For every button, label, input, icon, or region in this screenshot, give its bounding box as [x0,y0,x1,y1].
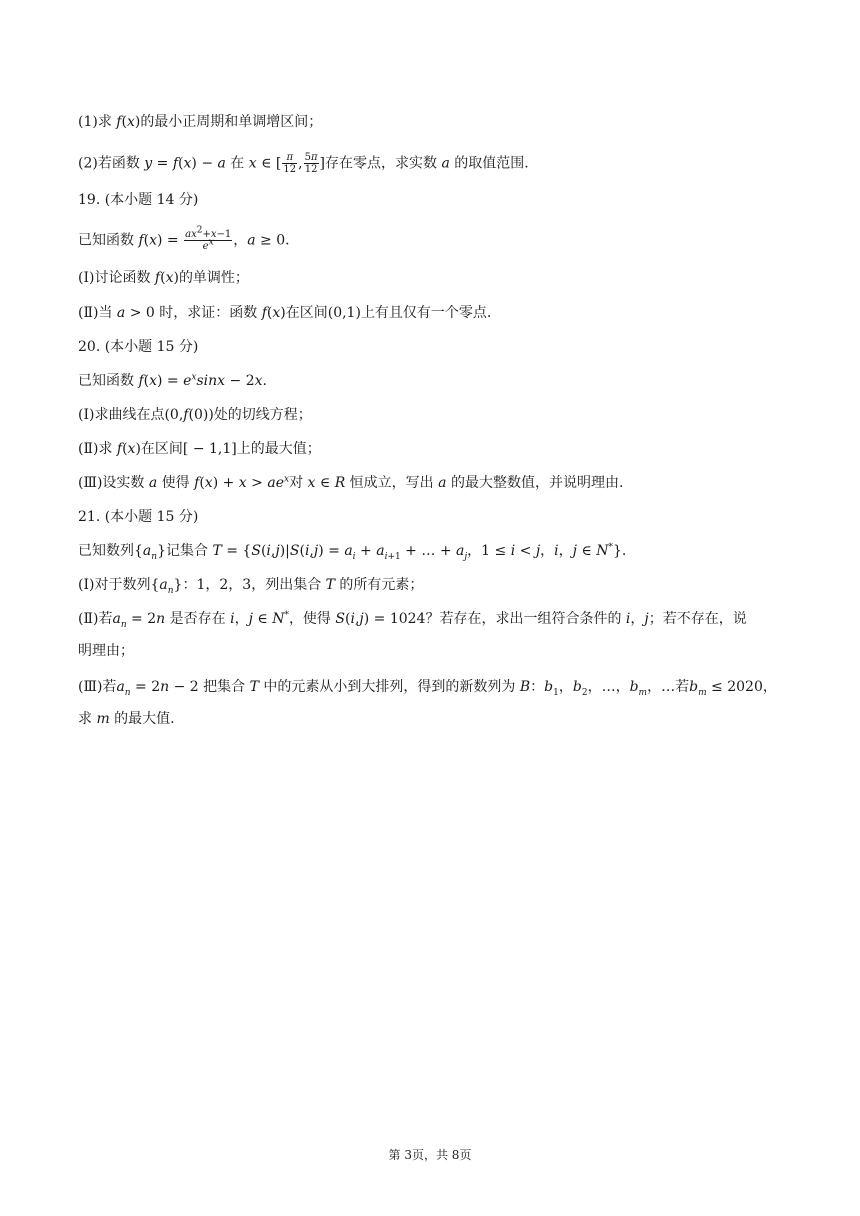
q20-part1: (Ⅰ)求曲线在点(0,f(0))处的切线方程； [78,407,312,423]
q19-intro: 已知函数 f(x) = $\frac{ax^2+x-1}{e^x}$ ，a ≥ 0. [78,225,290,252]
q21-heading: 21. (本小题 15 分) [78,509,199,525]
q21-part1: (Ⅰ)对于数列$\{a_n\}$：1，2，3，列出集合 T 的所有元素； [78,577,424,596]
q20-heading: 20. (本小题 15 分) [78,339,199,355]
q20-part3: (Ⅲ)设实数 a 使得 $f(x) + x > ae^x$对 x ∈ R 恒成立，写出 a 的最大整数值，并说明理由. [78,474,624,491]
q21-part2: (Ⅱ)若$a_n = 2n$ 是否存在 i，j ∈ N*，使得 S(i,j) = 1024？若存在，求出一组符合条件的 i，j；若不存在，说 [78,610,747,630]
q21-part2-cont: 明理由； [78,643,134,659]
q19-part1: (Ⅰ)讨论函数 f(x)的单调性； [78,270,249,286]
q21-part3-cont: 求 m 的最大值. [78,711,175,727]
q21-part3: (Ⅲ)若$a_n = 2n - 2$ 把集合 T 中的元素从小到大排列，得到的新数列为 B：$b_1$，$b_2$，…，$b_m$，…若$b_m \le 2020$， [78,679,777,698]
q18-part2: (2)若函数 y = f(x) − a 在 x ∈ [ $\frac{\pi}{12}$ , $\frac{5\pi}{12}$ ]存在零点，求实数 a 的取值范围. [78,152,529,175]
q19-part2: (Ⅱ)当 a > 0 时，求证：函数 f(x)在区间(0,1)上有且仅有一个零点. [78,305,492,321]
q19-heading: 19. (本小题 14 分) [78,192,199,208]
page-footer: 第 3页，共 8页 [388,1148,472,1162]
q20-intro: 已知函数 $f(x) = e^x\sin x - 2x$. [78,372,267,389]
q21-intro: 已知数列$\{a_n\}$记集合 $T = \{S(i,j)|S(i,j) = a_i + a_{i+1}$ + … + $a_j$，1 ≤ i < j，i，j ∈ N*}. [78,542,627,562]
q20-part2: (Ⅱ)求 f(x)在区间[ − 1,1]上的最大值； [78,441,321,457]
q18-part1: (1)求 f(x)的最小正周期和单调增区间； [78,114,323,130]
